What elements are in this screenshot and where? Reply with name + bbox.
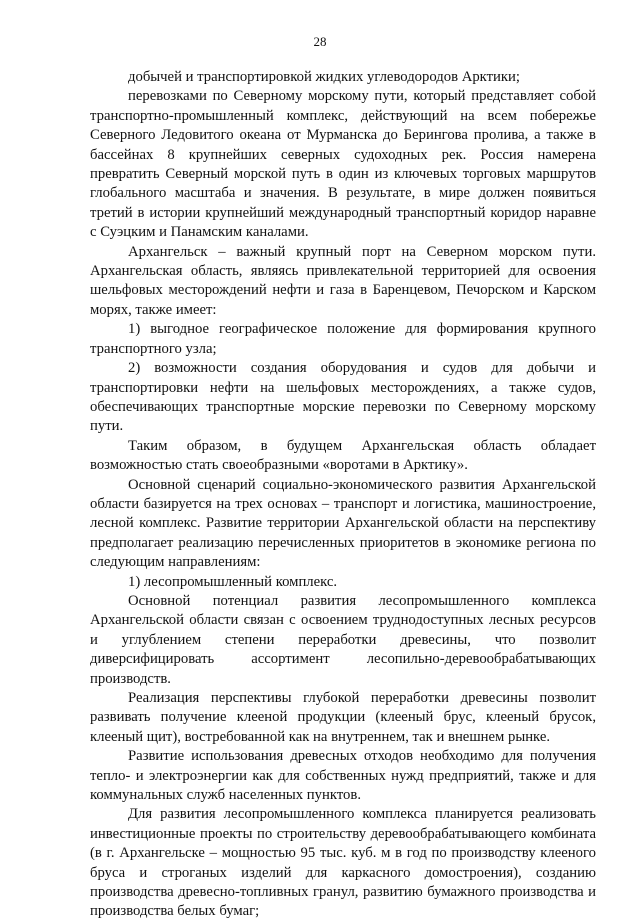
paragraph-wood-waste: Развитие использования древесных отходов необходимо для получения тепло- и электроэнергии как для собственных нужд предприятий, также и для коммунальных служб населенных пунктов. (90, 748, 596, 804)
paragraph-deep-processing: Реализация перспективы глубокой переработки древесины позволит развивать получение клееной продукции (клееный брус, клееный брусок, клееный щит), востребованной как на внутреннем, так и внешнем рынке. (90, 690, 596, 745)
list-item-timber-complex: 1) лесопромышленный комплекс. (128, 573, 338, 590)
paragraph-northern-sea-route: перевозками по Северному морскому пути, который представляет собой транспортно-промышленный комплекс, действующий на всем побережье Северного Ледовитого океана от Мурманска до Берингова пролива, а также в бассейнах 8 крупнейших северных судоходных рек. Россия намерена превратить Северный морской путь в один из ключевых торговых маршрутов глобального масштаба и значения. В результате, в мире должен появиться третий в истории крупнейший международный транспортный коридор наравне с Суэцким и Панамским каналами. (90, 88, 596, 241)
paragraph-arkhangelsk-port: Архангельск – важный крупный порт на Северном морском пути. Архангельская область, являясь привлекательной территорией для освоения шельфовых месторождений нефти и газа в Баренцевом, Печорском и Карском морях, также имеет: (90, 243, 596, 318)
paragraph-hydrocarbons: добычей и транспортировкой жидких углеводородов Арктики; (128, 69, 520, 85)
list-item-equipment-ships: 2) возможности создания оборудования и судов для добычи и транспортировки нефти на шельфовых месторождениях, а также судов, обеспечивающих транспортные морские перевозки по Северному морскому пути. (90, 360, 596, 435)
document-body (90, 68, 596, 922)
list-item-geographic-position: 1) выгодное географическое положение для формирования крупного транспортного узла; (90, 321, 596, 357)
paragraph-investment-projects: Для развития лесопромышленного комплекса планируется реализовать инвестиционные проекты по строительству деревообрабатывающего комбината (в г. Архангельске – мощностью 95 тыс. куб. м в год по производству клееного бруса и строганых изделий для каркасного домостроения), созданию производства древесно-топливных гранул, развитию бумажного производства и производства белых бумаг; (90, 806, 596, 920)
paragraph-timber-potential: Основной потенциал развития лесопромышленного комплекса Архангельской области связан с освоением труднодоступных лесных ресурсов и углублением степени переработки древесины, что позволит диверсифицировать ассортимент лесопильно-деревообрабатывающих производств. (90, 592, 596, 687)
page-number: 28 (313, 34, 327, 49)
paragraph-development-scenario: Основной сценарий социально-экономического развития Архангельской области базируется на трех основах – транспорт и логистика, машиностроение, лесной комплекс. Развитие территории Архангельской области на перспективу предполагает реализацию перечисленных приоритетов в экономике региона по следующим направлениям: (90, 476, 596, 571)
paragraph-gates-to-arctic: Таким образом, в будущем Архангельская область обладает возможностью стать своеобразными «воротами в Арктику». (90, 437, 596, 474)
